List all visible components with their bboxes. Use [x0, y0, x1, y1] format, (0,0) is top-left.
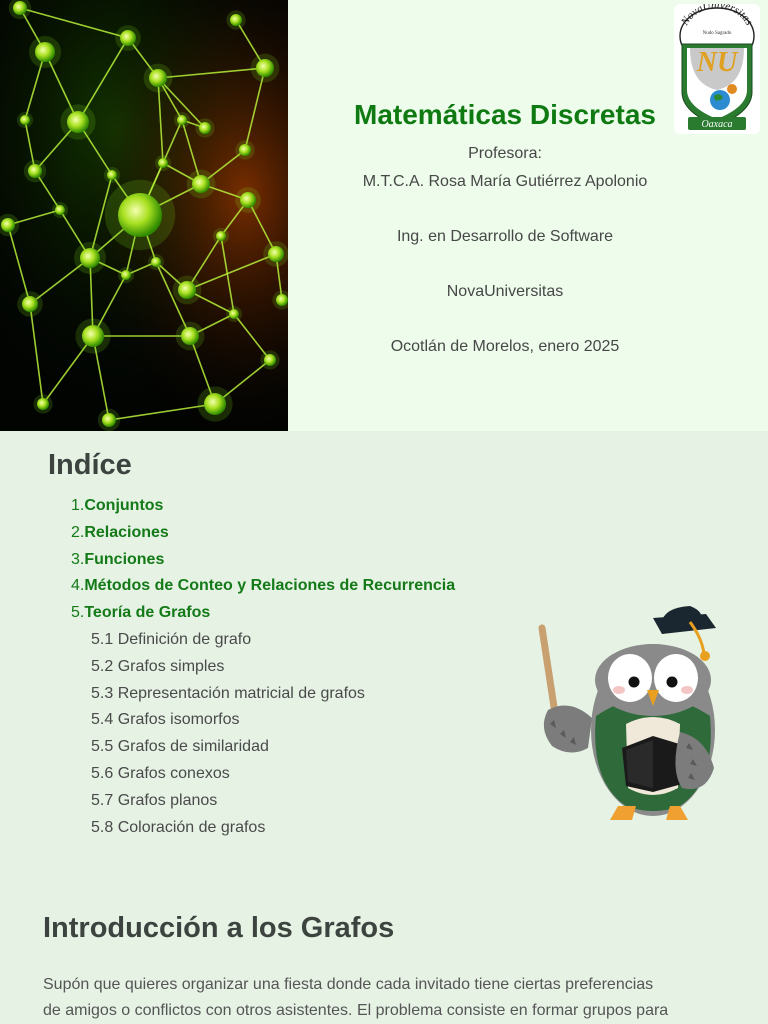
network-node	[37, 398, 49, 410]
network-node	[204, 393, 226, 415]
toc-item-funciones[interactable]	[0, 547, 520, 574]
toc-label: Funciones	[84, 550, 165, 568]
network-node	[35, 42, 55, 62]
network-node	[178, 281, 196, 299]
toc-subitem[interactable]: 5.1 Definición de grafo	[91, 630, 252, 648]
network-node	[107, 170, 117, 180]
table-of-contents	[0, 493, 520, 841]
network-node	[268, 246, 284, 262]
toc-subitem[interactable]: 5.7 Grafos planos	[91, 791, 218, 809]
toc-item-relaciones[interactable]	[0, 520, 520, 547]
toc-subitem[interactable]: 5.8 Coloración de grafos	[91, 818, 266, 836]
logo-arc-text: NovaUniversitas	[679, 4, 756, 28]
logo-motto: Nudo Sagrado	[702, 31, 732, 36]
location-date: Ocotlán de Morelos, enero 2025	[390, 338, 620, 355]
network-node	[264, 354, 276, 366]
index-title: Indíce	[48, 449, 132, 481]
network-node	[199, 122, 211, 134]
toc-number: 5.	[71, 604, 85, 622]
paragraph-line: de amigos o conflictos con otros asistentes. El problema consiste en formar grupos para	[43, 1002, 669, 1019]
network-node	[20, 115, 30, 125]
logo-place: Oaxaca	[701, 119, 733, 130]
network-node	[158, 158, 168, 168]
university-name: NovaUniversitas	[446, 283, 564, 300]
program-name: Ing. en Desarrollo de Software	[396, 228, 614, 245]
network-node	[22, 296, 38, 312]
network-node	[55, 205, 65, 215]
toc-item-metodos-conteo[interactable]	[0, 573, 520, 600]
network-node	[192, 175, 210, 193]
toc-number: 3.	[71, 550, 85, 568]
owl-teacher-illustration	[530, 598, 730, 828]
network-node	[230, 14, 242, 26]
network-node	[149, 69, 167, 87]
toc-item-teoria-grafos[interactable]	[0, 600, 520, 627]
professor-name: M.T.C.A. Rosa María Gutiérrez Apolonio	[362, 173, 648, 190]
toc-subitem[interactable]: 5.3 Representación matricial de grafos	[91, 684, 365, 702]
network-node	[82, 325, 104, 347]
network-node	[181, 327, 199, 345]
toc-number: 2.	[71, 523, 85, 541]
network-node	[276, 294, 288, 306]
toc-subitem[interactable]: 5.6 Grafos conexos	[91, 764, 230, 782]
toc-subitem[interactable]: 5.5 Grafos de similaridad	[91, 738, 269, 756]
professor-label: Profesora:	[468, 145, 542, 162]
network-node	[239, 144, 251, 156]
network-node	[13, 1, 27, 15]
toc-subitem[interactable]: 5.2 Grafos simples	[91, 657, 225, 675]
toc-label: Teoría de Grafos	[84, 604, 211, 622]
toc-label: Relaciones	[84, 523, 169, 541]
toc-item-conjuntos[interactable]	[0, 493, 520, 520]
network-node	[120, 30, 136, 46]
network-node	[151, 257, 161, 267]
page-title: Matemáticas Discretas	[354, 99, 656, 130]
intro-paragraph	[43, 972, 733, 1024]
network-node	[28, 164, 42, 178]
network-node	[67, 111, 89, 133]
network-graph-image	[0, 0, 288, 431]
toc-number: 1.	[71, 497, 85, 514]
network-node	[102, 413, 116, 427]
logo-initials: NU	[696, 47, 738, 78]
section-title: Introducción a los Grafos	[43, 912, 395, 944]
network-node	[1, 218, 15, 232]
toc-label: Métodos de Conteo y Relaciones de Recurrencia	[84, 577, 456, 595]
network-node	[240, 192, 256, 208]
paragraph-line: Supón que quieres organizar una fiesta donde cada invitado tiene ciertas preferencias	[43, 976, 654, 993]
network-node	[177, 115, 187, 125]
network-node	[229, 309, 239, 319]
toc-number: 4.	[71, 577, 85, 595]
network-node	[216, 231, 226, 241]
network-node	[121, 270, 131, 280]
toc-label: Conjuntos	[84, 497, 164, 514]
toc-subitem[interactable]: 5.4 Grafos isomorfos	[91, 711, 240, 729]
network-node	[80, 248, 100, 268]
network-node	[118, 193, 162, 237]
network-node	[256, 59, 274, 77]
